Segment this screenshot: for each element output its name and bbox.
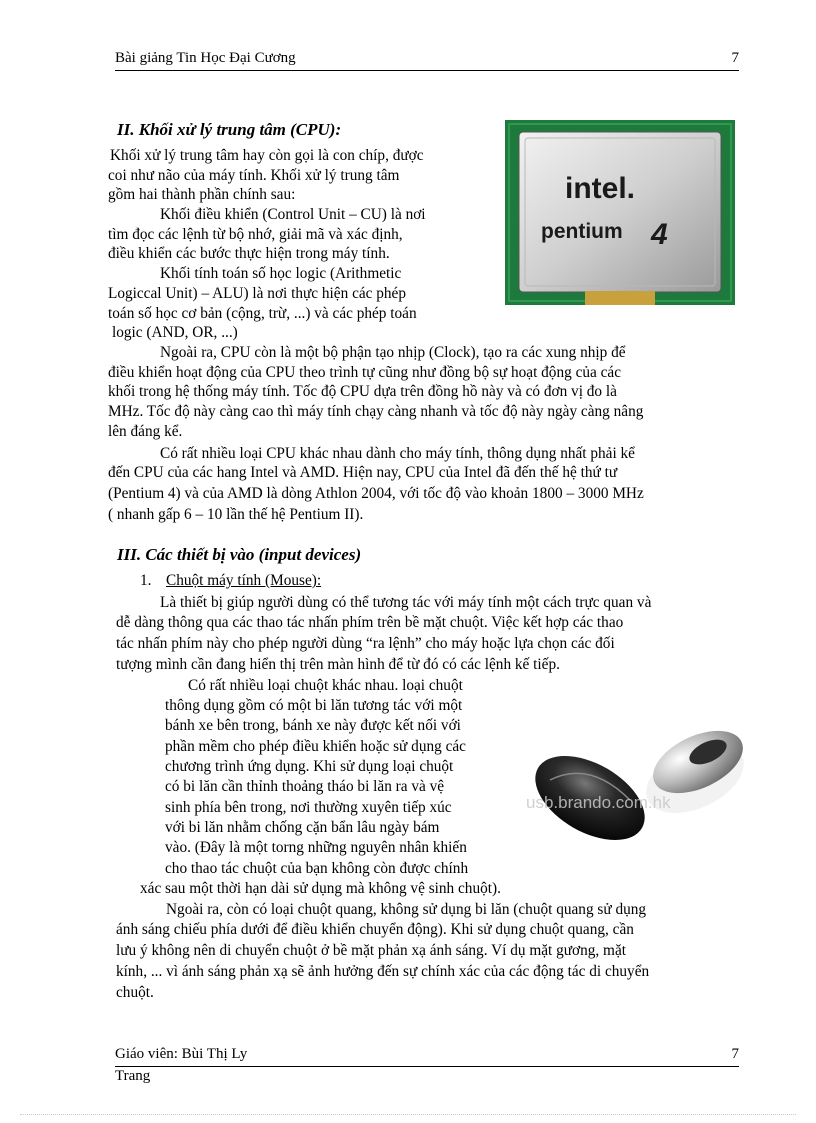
cpu-line: lên đáng kể.: [108, 423, 183, 440]
input-line: với bi lăn nhằm chống cặn bẩn lâu ngày bám: [165, 819, 440, 836]
cpu-line: điều khiển hoạt động của CPU theo trình tự cũng như đồng bộ sự hoạt động của các: [108, 364, 621, 381]
input-line: có bi lăn cần thỉnh thoảng tháo bi lăn ra và vệ: [165, 778, 445, 795]
mouse-item-number: 1.: [140, 572, 152, 589]
cpu-line: Khối điều khiển (Control Unit – CU) là nơi: [160, 206, 426, 223]
cpu-line: Logiccal Unit) – ALU) là nơi thực hiện các phép: [108, 285, 406, 302]
input-line: chuột.: [116, 984, 154, 1001]
cpu-line: coi như não của máy tính. Khối xử lý trung tâm: [108, 167, 400, 184]
input-line: ánh sáng chiếu phía dưới để điều khiển chuyển động). Khi sử dụng chuột quang, cần: [116, 921, 634, 938]
watermark-text: usb.brando.com.hk: [526, 793, 671, 812]
cpu-line: Khối tính toán số học logic (Arithmetic: [160, 265, 402, 282]
footer-trang: Trang: [115, 1068, 151, 1084]
footer-teacher: Giáo viên: Bùi Thị Ly: [115, 1046, 248, 1062]
cpu-line: điều khiển các bước thực hiện trong máy tính.: [108, 245, 390, 262]
cpu-line: MHz. Tốc độ này càng cao thì máy tính chạy càng nhanh và tốc độ này ngày càng nâng: [108, 403, 644, 420]
cpu-line: khối trong hệ thống máy tính. Tốc độ CPU dựa trên đồng hồ này và có đơn vị đo là: [108, 383, 617, 400]
cpu-line: toán số học cơ bản (cộng, trừ, ...) và các phép toán: [108, 305, 417, 322]
cpu-line: tìm đọc các lệnh từ bộ nhớ, giải mã và xác định,: [108, 226, 403, 243]
mouse-item-title: Chuột máy tính (Mouse):: [166, 572, 322, 589]
input-line: chương trình ứng dụng. Khi sử dụng loại chuột: [165, 758, 454, 775]
cpu-heading: II. Khối xử lý trung tâm (CPU):: [117, 120, 342, 139]
input-line: Là thiết bị giúp người dùng có thể tương tác với máy tính một cách trực quan và: [160, 594, 652, 611]
chip-version: 4: [651, 218, 668, 251]
input-line: cho thao tác chuột của bạn không còn được chính: [165, 860, 469, 877]
cpu-chip-image: [505, 120, 735, 305]
chip-model: pentium: [541, 220, 623, 243]
input-line: xác sau một thời hạn dài sử dụng mà không vệ sinh chuột).: [140, 880, 501, 897]
cpu-line: (Pentium 4) và của AMD là dòng Athlon 2004, với tốc độ vào khoản 1800 – 3000 MHz: [108, 485, 644, 502]
header-page-number: 7: [731, 50, 739, 66]
chip-brand: intel.: [565, 172, 636, 205]
input-line: bánh xe bên trong, bánh xe này được kết nối với: [165, 717, 461, 734]
page-footer: [115, 1046, 739, 1067]
page-bottom-divider: [20, 1114, 796, 1115]
input-line: phần mềm cho phép điều khiển hoặc sử dụng các: [165, 738, 466, 755]
input-line: sinh phía bên trong, nơi thường xuyên tiếp xúc: [165, 799, 452, 816]
input-line: tượng mình cần đang hiển thị trên màn hình để từ đó có các lệnh kế tiếp.: [116, 656, 560, 673]
cpu-line: ( nhanh gấp 6 – 10 lần thế hệ Pentium II).: [108, 506, 364, 523]
input-line: dễ dàng thông qua các thao tác nhấn phím trên bề mặt chuột. Việc kết hợp các thao: [116, 614, 624, 631]
input-line: tác nhấn phím này cho phép người dùng “ra lệnh” cho máy hoặc lựa chọn các đối: [116, 635, 615, 652]
page-header: [115, 50, 739, 71]
input-line: lưu ý không nên di chuyển chuột ở bề mặt phản xạ ánh sáng. Ví dụ mặt gương, mặt: [116, 942, 626, 959]
input-line: Có rất nhiều loại chuột khác nhau. loại chuột: [188, 677, 463, 694]
input-line: kính, ... vì ánh sáng phản xạ sẽ ảnh hưởng đến sự chính xác của các động tác di chuyển: [116, 963, 650, 980]
cpu-line: Ngoài ra, CPU còn là một bộ phận tạo nhịp (Clock), tạo ra các xung nhịp để: [160, 344, 626, 361]
mouse-image: [520, 720, 760, 850]
header-title: Bài giảng Tin Học Đại Cương: [115, 50, 296, 66]
cpu-line: Khối xử lý trung tâm hay còn gọi là con chíp, được: [110, 147, 424, 164]
cpu-line: đến CPU của các hang Intel và AMD. Hiện nay, CPU của Intel đã đến thế hệ thứ tư: [108, 464, 618, 481]
cpu-line: gồm hai thành phần chính sau:: [108, 186, 296, 203]
cpu-line: Có rất nhiều loại CPU khác nhau dành cho máy tính, thông dụng nhất phải kể: [160, 445, 635, 462]
footer-page-number: 7: [731, 1046, 739, 1062]
input-line: thông dụng gồm có một bi lăn tương tác với một: [165, 697, 463, 714]
cpu-line: logic (AND, OR, ...): [112, 324, 238, 341]
input-line: vào. (Đây là một torng những nguyên nhân khiến: [165, 839, 467, 856]
input-line: Ngoài ra, còn có loại chuột quang, không sử dụng bi lăn (chuột quang sử dụng: [166, 901, 647, 918]
input-heading: III. Các thiết bị vào (input devices): [117, 545, 362, 564]
